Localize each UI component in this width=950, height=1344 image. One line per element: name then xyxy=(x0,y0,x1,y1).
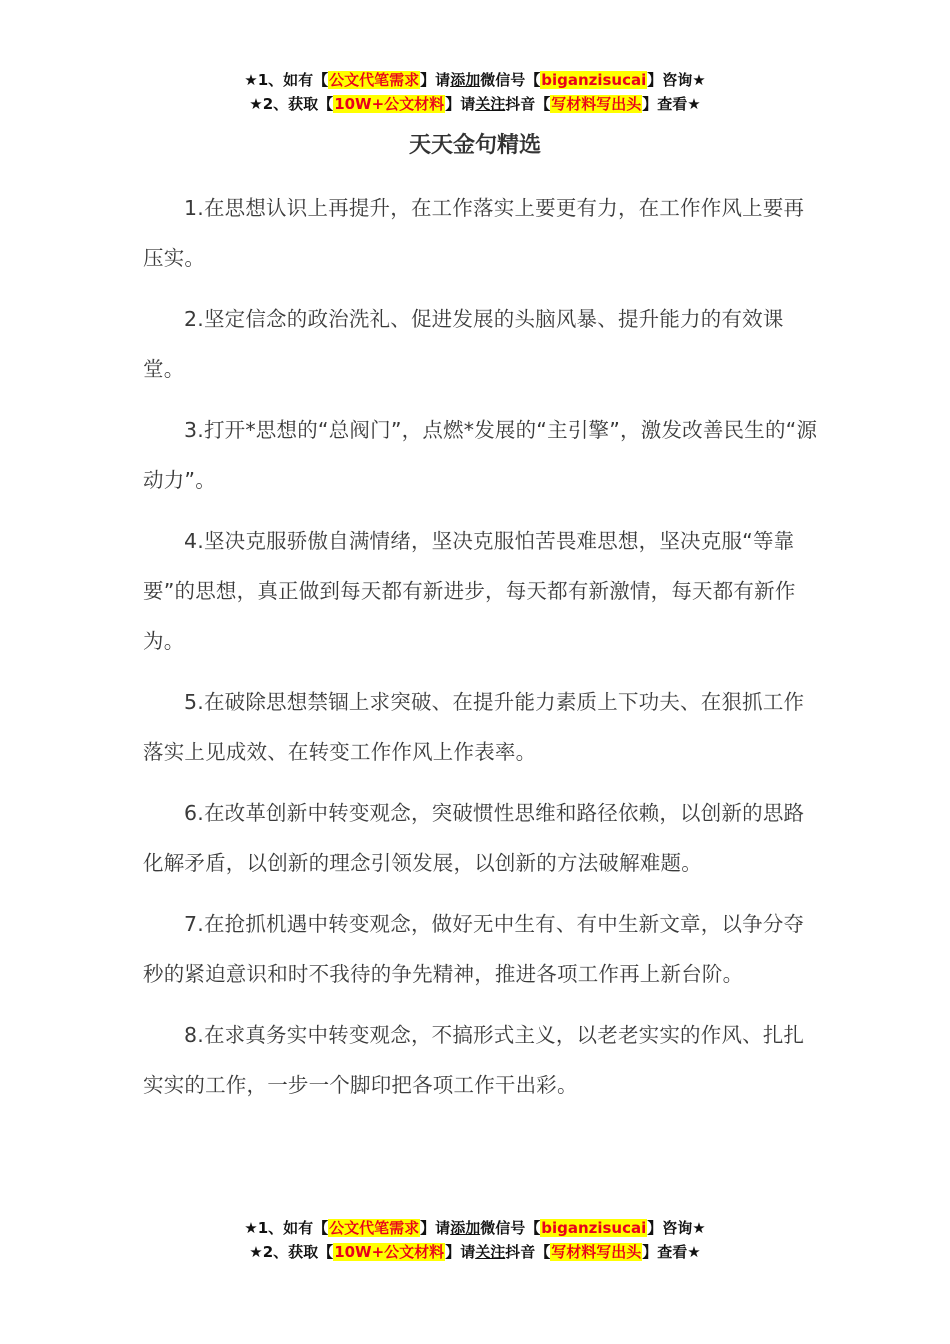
highlight-materials: 10W+公文材料 xyxy=(334,95,445,113)
highlight-materials: 10W+公文材料 xyxy=(334,1243,445,1261)
paragraph: 6.在改革创新中转变观念，突破惯性思维和路径依赖，以创新的思路化解矛盾，以创新的理念引领发展，以创新的方法破解难题。 xyxy=(143,801,805,875)
banner-text: 】查看★ xyxy=(642,95,701,113)
highlight-wechat-id: biganzisucai xyxy=(541,1219,647,1237)
banner-text: 抖音【 xyxy=(505,1243,551,1261)
document-title: 天天金句精选 xyxy=(408,133,541,158)
paragraph: 2.坚定信念的政治洗礼、促进发展的头脑风暴、提升能力的有效课堂。 xyxy=(143,307,784,381)
underlined-text: 关注 xyxy=(475,1243,506,1261)
banner-text: 】请 xyxy=(445,95,476,113)
banner-text: 】咨询★ xyxy=(647,1219,706,1237)
paragraph: 1.在思想认识上再提升，在工作落实上要更有力，在工作作风上要再压实。 xyxy=(143,196,805,270)
document-body xyxy=(143,183,823,1121)
highlight-douyin-account: 写材料写出头 xyxy=(551,1243,642,1261)
paragraph: 7.在抢抓机遇中转变观念，做好无中生有、有中生新文章，以争分夺秒的紧迫意识和时不我待的争先精神，推进各项工作再上新台阶。 xyxy=(143,912,805,986)
header-banner xyxy=(0,68,950,116)
underlined-text: 添加 xyxy=(450,1219,481,1237)
banner-line-2 xyxy=(0,1240,950,1264)
paragraph: 8.在求真务实中转变观念，不搞形式主义，以老老实实的作风、扎扎实实的工作，一步一个脚印把各项工作干出彩。 xyxy=(143,1023,805,1097)
paragraph: 4.坚决克服骄傲自满情绪，坚决克服怕苦畏难思想，坚决克服“等靠要”的思想，真正做到每天都有新进步，每天都有新激情，每天都有新作为。 xyxy=(143,529,796,653)
banner-text: ★2、获取【 xyxy=(249,1243,334,1261)
paragraph: 3.打开*思想的“总阀门”，点燃*发展的“主引擎”，激发改善民生的“源动力”。 xyxy=(143,418,818,492)
banner-text: 微信号【 xyxy=(480,1219,541,1237)
banner-line-2 xyxy=(0,92,950,116)
banner-text: 】请 xyxy=(445,1243,476,1261)
banner-line-1 xyxy=(0,68,950,92)
banner-text: ★1、如有【 xyxy=(244,1219,329,1237)
underlined-text: 添加 xyxy=(450,71,481,89)
banner-text: 】查看★ xyxy=(642,1243,701,1261)
banner-text: 抖音【 xyxy=(505,95,551,113)
banner-text: 微信号【 xyxy=(480,71,541,89)
highlight-wechat-id: biganzisucai xyxy=(541,71,647,89)
banner-text: 】咨询★ xyxy=(647,71,706,89)
highlight-service: 公文代笔需求 xyxy=(329,71,420,89)
banner-text: 】请 xyxy=(420,1219,451,1237)
banner-text: 】请 xyxy=(420,71,451,89)
banner-text: ★1、如有【 xyxy=(244,71,329,89)
footer-banner xyxy=(0,1216,950,1264)
paragraph: 5.在破除思想禁锢上求突破、在提升能力素质上下功夫、在狠抓工作落实上见成效、在转变工作作风上作表率。 xyxy=(143,690,805,764)
underlined-text: 关注 xyxy=(475,95,506,113)
highlight-douyin-account: 写材料写出头 xyxy=(551,95,642,113)
banner-line-1 xyxy=(0,1216,950,1240)
banner-text: ★2、获取【 xyxy=(249,95,334,113)
highlight-service: 公文代笔需求 xyxy=(329,1219,420,1237)
